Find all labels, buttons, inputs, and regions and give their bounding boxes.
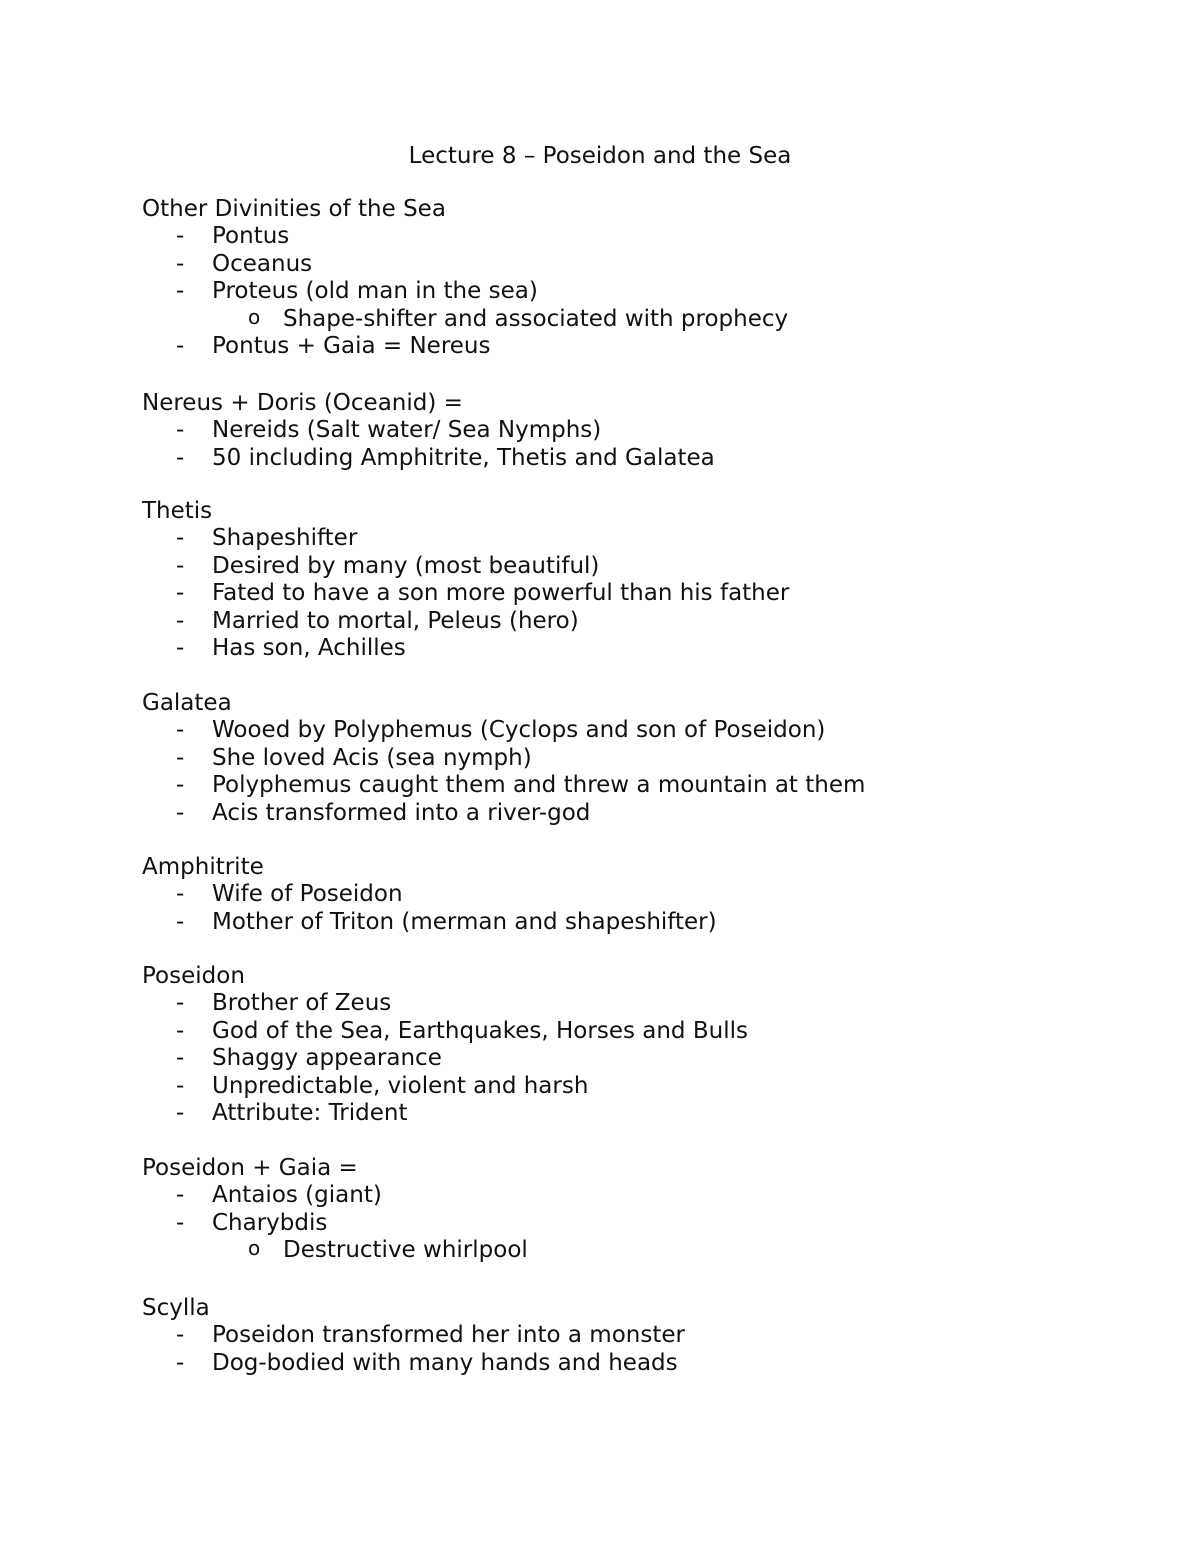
list-item — [142, 800, 1142, 828]
bullet-dash: - — [176, 333, 185, 359]
bullet-dash: - — [176, 881, 185, 907]
list-item-text: Nereids (Salt water/ Sea Nymphs) — [212, 417, 602, 443]
section — [142, 1154, 1142, 1265]
list-item — [142, 553, 1142, 581]
bullet-dash: - — [176, 278, 185, 304]
list-item-text: Desired by many (most beautiful) — [212, 552, 600, 579]
list-item-text: Brother of Zeus — [212, 990, 392, 1016]
list-item — [142, 1182, 1142, 1210]
list-item-text: Oceanus — [212, 250, 313, 277]
bullet-dash: - — [176, 1017, 185, 1044]
list-item — [142, 635, 1142, 663]
list-item — [142, 278, 1142, 306]
bullet-dash: - — [176, 552, 185, 579]
list-item-text: Attribute: Trident — [212, 1100, 408, 1126]
list-item — [142, 772, 1142, 800]
list-item — [142, 745, 1142, 773]
sub-list-item-text: Shape-shifter and associated with prophecy — [283, 305, 789, 332]
list-item — [142, 1322, 1142, 1350]
list-item — [142, 1100, 1142, 1128]
list-item — [142, 445, 1142, 473]
section-heading: Other Divinities of the Sea — [142, 196, 446, 222]
section-heading: Thetis — [142, 498, 213, 524]
bullet-dash: - — [176, 1072, 185, 1099]
bullet-dash: - — [176, 444, 185, 471]
list-item — [142, 1210, 1142, 1238]
list-item-text: Fated to have a son more powerful than his father — [212, 580, 790, 606]
bullet-dash: - — [176, 1349, 185, 1376]
section — [142, 497, 1142, 663]
list-item-text: Poseidon transformed her into a monster — [212, 1322, 685, 1348]
sub-bullet-circle: o — [248, 304, 261, 329]
bullet-dash: - — [176, 908, 185, 935]
list-item — [142, 333, 1142, 361]
section-heading: Poseidon + Gaia = — [142, 1155, 358, 1181]
list-item-text: Polyphemus caught them and threw a mountain at them — [212, 772, 866, 798]
sub-bullet-circle: o — [248, 1236, 261, 1260]
list-item-text: Shapeshifter — [212, 525, 358, 551]
list-item-text: Acis transformed into a river-god — [212, 799, 591, 826]
bullet-dash: - — [176, 990, 185, 1016]
document-title: Lecture 8 – Poseidon and the Sea — [408, 143, 792, 169]
list-item — [142, 1073, 1142, 1101]
section — [142, 689, 1142, 827]
section-heading: Galatea — [142, 690, 232, 716]
bullet-dash: - — [176, 525, 185, 551]
section — [142, 389, 1142, 472]
list-item — [142, 717, 1142, 745]
list-item-text: Has son, Achilles — [212, 635, 406, 661]
list-item — [142, 223, 1142, 251]
list-item-text: Charybdis — [212, 1209, 328, 1236]
bullet-dash: - — [176, 417, 185, 443]
bullet-dash: - — [176, 250, 185, 277]
list-item-text: 50 including Amphitrite, Thetis and Galatea — [212, 444, 715, 471]
list-item-text: Antaios (giant) — [212, 1182, 382, 1208]
list-item-text: Unpredictable, violent and harsh — [212, 1072, 589, 1099]
list-item — [142, 881, 1142, 909]
section-heading: Amphitrite — [142, 854, 264, 880]
bullet-dash: - — [176, 223, 185, 249]
section — [142, 195, 1142, 361]
bullet-dash: - — [176, 1182, 185, 1208]
list-item — [142, 608, 1142, 636]
bullet-dash: - — [176, 1045, 185, 1071]
section-heading: Poseidon — [142, 963, 245, 989]
list-item — [142, 1018, 1142, 1046]
list-item-text: Wooed by Polyphemus (Cyclops and son of Poseidon) — [212, 717, 826, 743]
bullet-dash: - — [176, 717, 185, 743]
list-item — [142, 417, 1142, 445]
sub-list-item — [142, 1237, 1142, 1265]
section-heading: Scylla — [142, 1295, 210, 1321]
sub-list-item — [142, 306, 1142, 334]
section — [142, 1294, 1142, 1377]
section-heading: Nereus + Doris (Oceanid) = — [142, 390, 463, 416]
list-item — [142, 909, 1142, 937]
bullet-dash: - — [176, 1209, 185, 1236]
bullet-dash: - — [176, 799, 185, 826]
list-item-text: Pontus + Gaia = Nereus — [212, 333, 491, 359]
list-item — [142, 990, 1142, 1018]
section — [142, 853, 1142, 936]
list-item — [142, 525, 1142, 553]
bullet-dash: - — [176, 744, 185, 771]
list-item — [142, 1350, 1142, 1378]
sub-list-item-text: Destructive whirlpool — [283, 1237, 528, 1263]
section — [142, 962, 1142, 1128]
bullet-dash: - — [176, 635, 185, 661]
list-item-text: Mother of Triton (merman and shapeshifter) — [212, 908, 717, 935]
list-item-text: Married to mortal, Peleus (hero) — [212, 607, 579, 634]
list-item-text: Wife of Poseidon — [212, 881, 403, 907]
bullet-dash: - — [176, 1100, 185, 1126]
bullet-dash: - — [176, 580, 185, 606]
list-item-text: She loved Acis (sea nymph) — [212, 744, 532, 771]
list-item-text: Shaggy appearance — [212, 1045, 442, 1071]
list-item-text: God of the Sea, Earthquakes, Horses and Bulls — [212, 1017, 748, 1044]
list-item-text: Proteus (old man in the sea) — [212, 278, 538, 304]
list-item — [142, 251, 1142, 279]
list-item-text: Pontus — [212, 223, 290, 249]
bullet-dash: - — [176, 772, 185, 798]
list-item-text: Dog-bodied with many hands and heads — [212, 1349, 678, 1376]
bullet-dash: - — [176, 607, 185, 634]
list-item — [142, 580, 1142, 608]
list-item — [142, 1045, 1142, 1073]
bullet-dash: - — [176, 1322, 185, 1348]
